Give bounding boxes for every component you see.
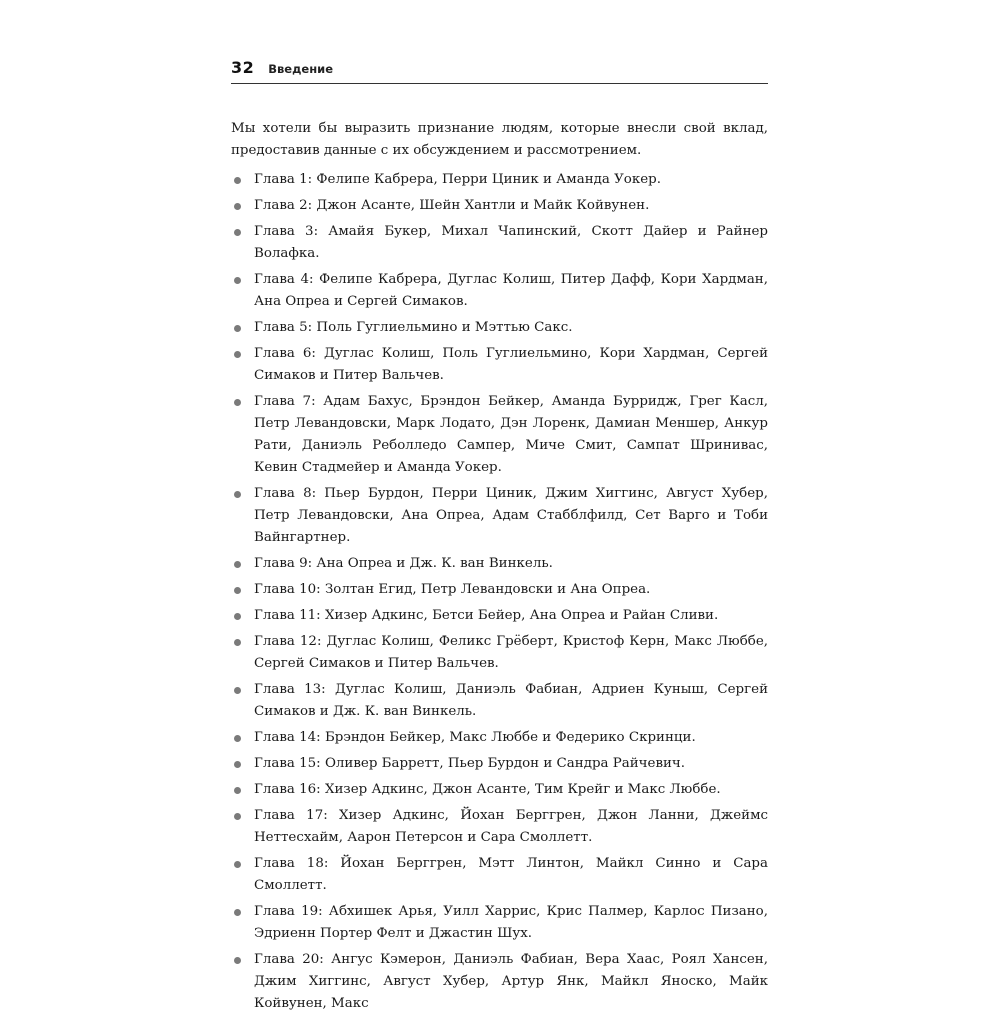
bullet-icon: [234, 735, 241, 742]
list-item: [231, 195, 768, 217]
bullet-icon: [234, 687, 241, 694]
list-item: [231, 605, 768, 627]
list-item: [231, 631, 768, 675]
list-item: [231, 779, 768, 801]
list-item-text: Глава 13: Дуглас Колиш, Даниэль Фабиан, Адриен Куныш, Сергей Симаков и Дж. К. ван Винкель.: [254, 682, 768, 719]
list-item: [231, 679, 768, 723]
header-divider: [231, 83, 768, 84]
list-item-text: Глава 8: Пьер Бурдон, Перри Циник, Джим Хиггинс, Август Хубер, Петр Левандовски, Ана Опреа, Адам Стабблфилд, Сет Варго и Тоби Вайнгартнер.: [254, 486, 768, 545]
bullet-icon: [234, 177, 241, 184]
list-item: [231, 901, 768, 945]
bullet-icon: [234, 613, 241, 620]
list-item: [231, 169, 768, 191]
list-item-text: Глава 15: Оливер Барретт, Пьер Бурдон и Сандра Райчевич.: [254, 756, 686, 771]
list-item: [231, 853, 768, 897]
bullet-icon: [234, 957, 241, 964]
list-item-text: Глава 20: Ангус Кэмерон, Даниэль Фабиан, Вера Хаас, Роял Хансен, Джим Хиггинс, Август Хубер, Артур Янк, Майкл Яноско, Майк Койвунен, Макс: [254, 952, 768, 1011]
bullet-icon: [234, 491, 241, 498]
list-item: [231, 317, 768, 339]
section-title: Введение: [268, 62, 333, 76]
list-item-text: Глава 4: Фелипе Кабрера, Дуглас Колиш, Питер Дафф, Кори Хардман, Ана Опреа и Сергей Симаков.: [254, 272, 768, 309]
bullet-icon: [234, 787, 241, 794]
list-item-text: Глава 12: Дуглас Колиш, Феликс Грёберт, Кристоф Керн, Макс Люббе, Сергей Симаков и Питер Вальчев.: [254, 634, 768, 671]
list-item: [231, 553, 768, 575]
bullet-icon: [234, 909, 241, 916]
intro-paragraph: Мы хотели бы выразить признание людям, которые внесли свой вклад, предоставив данные с их обсуждением и рассмотрением.: [231, 121, 768, 158]
bullet-icon: [234, 351, 241, 358]
list-item: [231, 579, 768, 601]
list-item: [231, 727, 768, 749]
list-item-text: Глава 16: Хизер Адкинс, Джон Асанте, Тим Крейг и Макс Люббе.: [254, 782, 721, 797]
list-item: [231, 221, 768, 265]
list-item-text: Глава 9: Ана Опреа и Дж. К. ван Винкель.: [254, 556, 553, 571]
bullet-icon: [234, 861, 241, 868]
list-item-text: Глава 6: Дуглас Колиш, Поль Гуглиельмино, Кори Хардман, Сергей Симаков и Питер Вальчев.: [254, 346, 768, 383]
list-item-text: Глава 3: Амайя Букер, Михал Чапинский, Скотт Дайер и Райнер Волафка.: [254, 224, 768, 261]
bullet-icon: [234, 761, 241, 768]
bullet-icon: [234, 561, 241, 568]
list-item: [231, 753, 768, 775]
list-item: [231, 805, 768, 849]
list-item-text: Глава 7: Адам Бахус, Брэндон Бейкер, Аманда Бурридж, Грег Касл, Петр Левандовски, Марк Лодато, Дэн Лоренк, Дамиан Меншер, Анкур Рати, Даниэль Реболледо Сампер, Миче Смит, Сампат Шринивас, Кевин Стадмейер и Аманда Уокер.: [254, 394, 768, 475]
list-item-text: Глава 14: Брэндон Бейкер, Макс Люббе и Федерико Скринци.: [254, 730, 696, 745]
list-item-text: Глава 2: Джон Асанте, Шейн Хантли и Майк Койвунен.: [254, 198, 650, 213]
list-item-text: Глава 18: Йохан Берггрен, Мэтт Линтон, Майкл Синно и Сара Смоллетт.: [254, 856, 768, 893]
list-item-text: Глава 11: Хизер Адкинс, Бетси Бейер, Ана Опреа и Райан Сливи.: [254, 608, 719, 623]
chapter-contributors-list: [231, 169, 768, 1019]
list-item: [231, 343, 768, 387]
bullet-icon: [234, 277, 241, 284]
list-item: [231, 483, 768, 549]
bullet-icon: [234, 203, 241, 210]
list-item: [231, 269, 768, 313]
bullet-icon: [234, 639, 241, 646]
page-number: 32: [231, 58, 255, 77]
running-head: [231, 58, 768, 84]
bullet-icon: [234, 399, 241, 406]
list-item-text: Глава 5: Поль Гуглиельмино и Мэттью Сакс.: [254, 320, 573, 335]
list-item-text: Глава 19: Абхишек Арья, Уилл Харрис, Крис Палмер, Карлос Пизано, Эдриенн Портер Фелт и Джастин Шух.: [254, 904, 768, 941]
list-item-text: Глава 17: Хизер Адкинс, Йохан Берггрен, Джон Ланни, Джеймс Неттесхайм, Аарон Петерсон и Сара Смоллетт.: [254, 808, 768, 845]
list-item: [231, 949, 768, 1015]
list-item: [231, 391, 768, 479]
bullet-icon: [234, 325, 241, 332]
bullet-icon: [234, 587, 241, 594]
bullet-icon: [234, 229, 241, 236]
list-item-text: Глава 1: Фелипе Кабрера, Перри Циник и Аманда Уокер.: [254, 172, 661, 187]
list-item-text: Глава 10: Золтан Егид, Петр Левандовски и Ана Опреа.: [254, 582, 651, 597]
bullet-icon: [234, 813, 241, 820]
